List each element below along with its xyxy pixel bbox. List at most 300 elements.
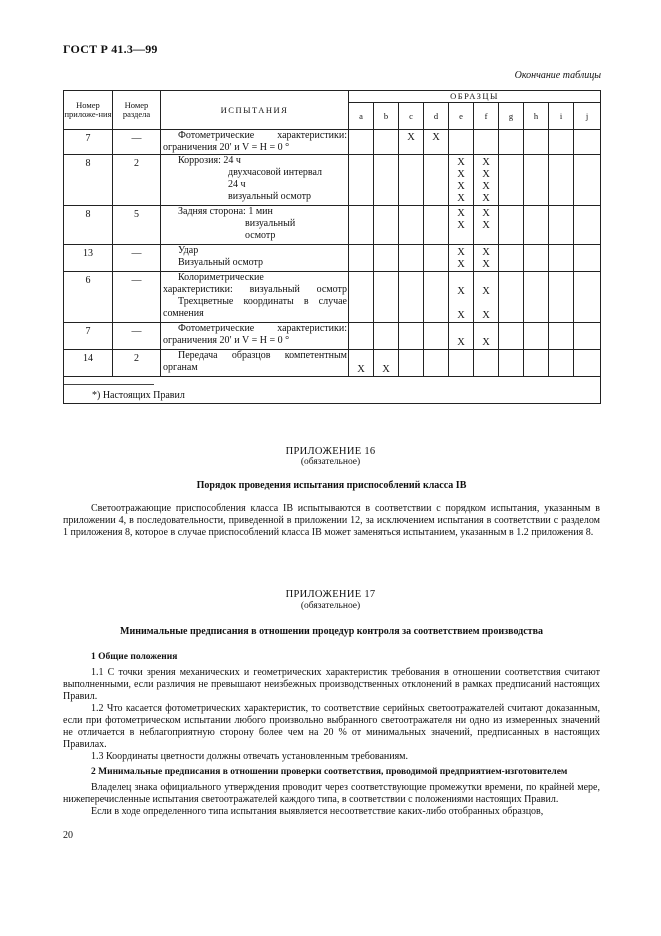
test-description-cell [161, 245, 349, 272]
sample-cell-d [424, 323, 449, 350]
sample-mark [499, 220, 523, 232]
test-description-line: осмотр [245, 230, 276, 241]
table-row [64, 350, 601, 377]
sample-mark [399, 337, 423, 349]
sample-mark: X [482, 220, 490, 231]
sample-mark [424, 181, 448, 193]
sample-cell-c [399, 350, 424, 377]
sample-mark [524, 132, 548, 144]
table-row [64, 130, 601, 155]
test-description-line: Передача образцов компетентным [178, 350, 347, 361]
sample-cell-i [549, 206, 574, 245]
test-description-cell [161, 155, 349, 206]
sample-mark [574, 247, 600, 259]
sample-cell-g [499, 323, 524, 350]
sample-mark [499, 286, 523, 298]
sample-mark [349, 232, 373, 244]
test-description-line: 24 ч [228, 179, 246, 190]
sample-mark [574, 220, 600, 232]
test-description-line: визуальный [245, 218, 296, 229]
sample-mark [374, 352, 398, 364]
sample-mark [524, 259, 548, 271]
sample-mark [524, 157, 548, 169]
document-header: ГОСТ Р 41.3—99 [63, 42, 158, 56]
sample-cell-d [424, 130, 449, 155]
sample-mark [449, 364, 473, 376]
sample-letter-g: g [499, 103, 524, 130]
header-section-number: Номер раздела [113, 91, 161, 130]
sample-cell-f [474, 245, 499, 272]
tests-table [63, 90, 601, 404]
sample-mark [399, 364, 423, 376]
sample-letter-a: a [349, 103, 374, 130]
sample-letter-d: d [424, 103, 449, 130]
sample-cell-i [549, 350, 574, 377]
sample-cell-g [499, 130, 524, 155]
sample-mark: X [482, 208, 490, 219]
sample-mark: X [432, 132, 440, 143]
test-description-cell [161, 130, 349, 155]
sample-cell-d [424, 245, 449, 272]
sample-cell-i [549, 323, 574, 350]
sample-cell-b [374, 130, 399, 155]
sample-cell-c [399, 272, 424, 323]
header-samples: ОБРАЗЦЫ [349, 91, 601, 103]
sample-mark [424, 310, 448, 322]
sample-mark [449, 325, 473, 337]
sample-cell-c [399, 155, 424, 206]
sample-mark: X [482, 310, 490, 321]
sample-mark [549, 298, 573, 310]
sample-mark [374, 169, 398, 181]
sample-mark [374, 274, 398, 286]
sample-mark [499, 169, 523, 181]
sample-mark [524, 310, 548, 322]
sample-mark [399, 193, 423, 205]
footnote-rule [64, 384, 154, 385]
sample-mark [574, 259, 600, 271]
test-description-cell [161, 350, 349, 377]
sample-mark [549, 259, 573, 271]
annex17-heading: Минимальные предписания в отношении процедур контроля за соответствием производства [120, 626, 543, 637]
sample-mark [349, 298, 373, 310]
sample-mark [524, 274, 548, 286]
sample-mark [424, 232, 448, 244]
sample-mark [374, 181, 398, 193]
test-description-line: Колориметрические [178, 272, 264, 283]
sample-cell-f [474, 323, 499, 350]
annex16-paragraph: Светоотражающие приспособления класса IB испытываются в соответствии с порядком испытания, указанным в приложении 4, в последовательности, приведенной в приложении 12, за исключением испытания в соответствии с разделом 1 приложения 8, которое в случае приспособлений класса IB может заменяться испытанием, указанным в 1.2 приложения 8. [63, 503, 600, 538]
header-tests: ИСПЫТАНИЯ [161, 91, 349, 130]
sample-mark [424, 325, 448, 337]
sample-mark: X [407, 132, 415, 143]
table-row [64, 272, 601, 323]
sample-mark [574, 132, 600, 144]
sample-mark [524, 169, 548, 181]
sample-mark [374, 208, 398, 220]
section2-title: 2 Минимальные предписания в отношении проверки соответствия, проводимой предприятием-изготовителем [91, 767, 568, 777]
sample-mark [574, 193, 600, 205]
sample-mark [374, 247, 398, 259]
paragraph-2-b: Если в ходе определенного типа испытания выявляется несоответствие каких-либо отобранных образцов, [91, 806, 544, 817]
sample-mark [549, 310, 573, 322]
annex17-body [63, 651, 600, 818]
sample-mark [399, 232, 423, 244]
sample-cell-f [474, 155, 499, 206]
sample-mark [549, 157, 573, 169]
sample-cell-e [449, 155, 474, 206]
sample-cell-e [449, 206, 474, 245]
sample-cell-h [524, 155, 549, 206]
sample-mark [474, 352, 498, 364]
annex16-body [63, 503, 600, 539]
sample-mark [399, 325, 423, 337]
sample-mark: X [457, 337, 465, 348]
sample-cell-a [349, 323, 374, 350]
paragraph-1-3: 1.3 Координаты цветности должны отвечать установленным требованиям. [91, 751, 409, 762]
sample-mark: X [457, 247, 465, 258]
sample-mark [574, 181, 600, 193]
sample-mark [499, 181, 523, 193]
annex-number-cell: 7 [64, 323, 113, 350]
sample-mark [374, 298, 398, 310]
sample-cell-j [574, 155, 601, 206]
sample-cell-g [499, 206, 524, 245]
sample-mark [574, 325, 600, 337]
sample-cell-a [349, 245, 374, 272]
paragraph-1-2: 1.2 Что касается фотометрических характеристик, то соответствие серийных светоотражателей считают доказанным, если при фотометрическом испытании любого произвольно выбранного светоотражателя ни одно из измеренных значений не отличается в неблагоприятную сторону более чем на 20 % от минимальных значений, предписанных в настоящих Правилах. [63, 703, 600, 750]
sample-mark [374, 157, 398, 169]
sample-mark [349, 310, 373, 322]
table-row [64, 206, 601, 245]
sample-mark [399, 169, 423, 181]
sample-mark: X [457, 208, 465, 219]
sample-letter-i: i [549, 103, 574, 130]
annex-number-cell: 8 [64, 155, 113, 206]
section-number-cell: — [113, 130, 161, 155]
sample-mark [424, 169, 448, 181]
sample-mark [499, 325, 523, 337]
sample-mark [549, 364, 573, 376]
page-number: 20 [63, 830, 73, 841]
sample-mark [399, 220, 423, 232]
annex16-title: ПРИЛОЖЕНИЕ 16 [285, 446, 376, 457]
sample-mark [374, 286, 398, 298]
sample-mark [474, 325, 498, 337]
sample-mark [549, 286, 573, 298]
sample-mark: X [357, 364, 365, 375]
sample-cell-d [424, 206, 449, 245]
sample-mark [524, 208, 548, 220]
sample-mark [499, 247, 523, 259]
sample-mark [349, 220, 373, 232]
sample-mark: X [482, 169, 490, 180]
sample-mark: X [482, 259, 490, 270]
sample-cell-f [474, 206, 499, 245]
sample-cell-h [524, 206, 549, 245]
sample-mark [349, 193, 373, 205]
sample-mark: X [482, 337, 490, 348]
test-description-line: Фотометрические характеристики: [178, 323, 347, 334]
sample-mark [424, 352, 448, 364]
sample-mark [399, 286, 423, 298]
sample-mark [349, 181, 373, 193]
section-number-cell: — [113, 272, 161, 323]
section-number-cell: 2 [113, 155, 161, 206]
table-row [64, 155, 601, 206]
annex17-subtitle: (обязательное) [300, 601, 361, 611]
sample-mark [499, 132, 523, 144]
paragraph-2-a: Владелец знака официального утверждения проводит через соответствующие промежутки времени, по крайней мере, нижеперечисленные испытания светоотражателей каждого типа, в соответствии с положениями настоящих Правил. [63, 782, 600, 805]
sample-mark [374, 337, 398, 349]
sample-letter-c: c [399, 103, 424, 130]
sample-mark [524, 325, 548, 337]
sample-letter-f: f [474, 103, 499, 130]
sample-cell-b [374, 323, 399, 350]
sample-mark [374, 325, 398, 337]
sample-mark [474, 232, 498, 244]
sample-mark [474, 274, 498, 286]
sample-cell-f [474, 130, 499, 155]
section-number-cell: 5 [113, 206, 161, 245]
sample-cell-d [424, 272, 449, 323]
sample-mark [574, 298, 600, 310]
sample-mark [374, 220, 398, 232]
sample-cell-e [449, 350, 474, 377]
sample-mark [349, 157, 373, 169]
sample-mark [549, 208, 573, 220]
sample-cell-h [524, 350, 549, 377]
sample-cell-i [549, 245, 574, 272]
test-description-line: сомнения [163, 308, 204, 319]
sample-cell-a [349, 350, 374, 377]
sample-mark [449, 232, 473, 244]
sample-mark [374, 310, 398, 322]
test-description-line: Коррозия: 24 ч [178, 155, 241, 166]
sample-cell-d [424, 350, 449, 377]
sample-cell-f [474, 350, 499, 377]
sample-mark [349, 169, 373, 181]
sample-mark [424, 364, 448, 376]
sample-cell-e [449, 323, 474, 350]
test-description-line: ограничения 20′ и V = H = 0 ° [163, 335, 290, 346]
sample-mark [349, 325, 373, 337]
test-description-cell [161, 206, 349, 245]
sample-cell-h [524, 130, 549, 155]
sample-mark [349, 132, 373, 144]
sample-mark [549, 169, 573, 181]
sample-mark [499, 157, 523, 169]
sample-mark [549, 325, 573, 337]
test-description-cell [161, 323, 349, 350]
annex17-title: ПРИЛОЖЕНИЕ 17 [285, 589, 376, 600]
sample-mark [399, 298, 423, 310]
sample-mark [574, 310, 600, 322]
sample-mark [349, 352, 373, 364]
sample-mark [549, 274, 573, 286]
sample-cell-a [349, 155, 374, 206]
sample-mark [424, 247, 448, 259]
sample-mark [549, 193, 573, 205]
sample-mark [524, 181, 548, 193]
annex-number-cell: 13 [64, 245, 113, 272]
sample-mark [549, 337, 573, 349]
sample-mark [499, 310, 523, 322]
sample-mark [399, 352, 423, 364]
table-caption: Окончание таблицы [514, 70, 601, 81]
test-description-line: двухчасовой интервал [228, 167, 322, 178]
sample-mark [549, 352, 573, 364]
sample-cell-c [399, 206, 424, 245]
sample-cell-e [449, 245, 474, 272]
sample-mark [424, 157, 448, 169]
annex16-heading: Порядок проведения испытания приспособлений класса IB [196, 480, 467, 491]
sample-cell-f [474, 272, 499, 323]
sample-letter-j: j [574, 103, 601, 130]
test-description-cell [161, 272, 349, 323]
sample-cell-h [524, 323, 549, 350]
sample-mark [374, 132, 398, 144]
sample-mark [349, 259, 373, 271]
sample-mark [449, 274, 473, 286]
sample-mark [549, 232, 573, 244]
sample-mark [574, 352, 600, 364]
sample-mark [349, 274, 373, 286]
sample-cell-j [574, 323, 601, 350]
sample-letter-h: h [524, 103, 549, 130]
sample-cell-e [449, 272, 474, 323]
sample-mark [549, 247, 573, 259]
sample-mark [549, 220, 573, 232]
sample-cell-e [449, 130, 474, 155]
sample-mark [499, 259, 523, 271]
section-number-cell: — [113, 245, 161, 272]
sample-mark [399, 247, 423, 259]
footnote-text: *) Настоящих Правил [92, 390, 185, 401]
sample-mark [399, 310, 423, 322]
sample-mark [474, 298, 498, 310]
table-row [64, 323, 601, 350]
paragraph-1-1: 1.1 С точки зрения механических и геометрических характеристик требования в отношении соответствия считают выполненными, если различия не превышают неизбежных производственных отклонений в рамках предписаний настоящих Правил. [63, 667, 600, 702]
sample-cell-j [574, 245, 601, 272]
sample-cell-d [424, 155, 449, 206]
sample-cell-j [574, 272, 601, 323]
sample-mark [424, 220, 448, 232]
sample-cell-b [374, 272, 399, 323]
sample-mark [524, 298, 548, 310]
sample-mark [524, 220, 548, 232]
sample-mark [374, 259, 398, 271]
sample-mark [424, 337, 448, 349]
sample-mark [349, 286, 373, 298]
sample-cell-c [399, 323, 424, 350]
sample-mark [549, 132, 573, 144]
sample-cell-a [349, 206, 374, 245]
sample-cell-g [499, 245, 524, 272]
sample-cell-c [399, 130, 424, 155]
sample-cell-j [574, 130, 601, 155]
sample-mark [524, 232, 548, 244]
sample-mark [474, 364, 498, 376]
sample-mark [424, 208, 448, 220]
sample-cell-h [524, 245, 549, 272]
annex-number-cell: 7 [64, 130, 113, 155]
sample-mark [374, 232, 398, 244]
sample-mark [449, 352, 473, 364]
sample-mark [424, 259, 448, 271]
sample-mark [574, 286, 600, 298]
sample-cell-c [399, 245, 424, 272]
table-footnote [64, 377, 601, 404]
sample-mark [399, 208, 423, 220]
sample-mark [399, 274, 423, 286]
sample-cell-a [349, 130, 374, 155]
test-description-line: Трехцветные координаты в случае [178, 296, 347, 307]
sample-mark [524, 352, 548, 364]
sample-mark: X [457, 286, 465, 297]
sample-cell-i [549, 155, 574, 206]
sample-mark [399, 181, 423, 193]
sample-mark [399, 259, 423, 271]
sample-cell-g [499, 155, 524, 206]
sample-mark [449, 298, 473, 310]
test-description-line: Задняя сторона: 1 мин [178, 206, 273, 217]
sample-mark: X [457, 259, 465, 270]
sample-mark [424, 193, 448, 205]
annex-number-cell: 14 [64, 350, 113, 377]
annex-number-cell: 6 [64, 272, 113, 323]
sample-mark [499, 193, 523, 205]
sample-mark [349, 208, 373, 220]
sample-mark [349, 247, 373, 259]
sample-cell-j [574, 350, 601, 377]
sample-mark [524, 193, 548, 205]
sample-mark: X [457, 220, 465, 231]
sample-cell-a [349, 272, 374, 323]
sample-mark [574, 157, 600, 169]
sample-cell-h [524, 272, 549, 323]
sample-mark: X [482, 286, 490, 297]
sample-mark [499, 208, 523, 220]
sample-mark [574, 208, 600, 220]
sample-mark: X [482, 181, 490, 192]
sample-mark [474, 132, 498, 144]
annex16-subtitle: (обязательное) [300, 457, 361, 467]
sample-mark [499, 298, 523, 310]
sample-mark [524, 286, 548, 298]
test-description-line: Визуальный осмотр [178, 257, 264, 268]
sample-cell-b [374, 155, 399, 206]
test-description-line: органам [163, 362, 198, 373]
sample-mark: X [457, 157, 465, 168]
sample-cell-g [499, 350, 524, 377]
sample-mark: X [382, 364, 390, 375]
sample-mark [349, 337, 373, 349]
sample-mark [524, 337, 548, 349]
sample-mark [399, 157, 423, 169]
test-description-line: Фотометрические характеристики: [178, 130, 347, 141]
sample-mark: X [457, 181, 465, 192]
test-description-line: характеристики: визуальный осмотр [163, 284, 347, 295]
sample-cell-b [374, 206, 399, 245]
sample-mark [574, 364, 600, 376]
sample-mark [424, 274, 448, 286]
sample-mark [574, 337, 600, 349]
sample-mark [499, 232, 523, 244]
sample-mark [574, 232, 600, 244]
sample-mark [524, 247, 548, 259]
sample-letter-b: b [374, 103, 399, 130]
